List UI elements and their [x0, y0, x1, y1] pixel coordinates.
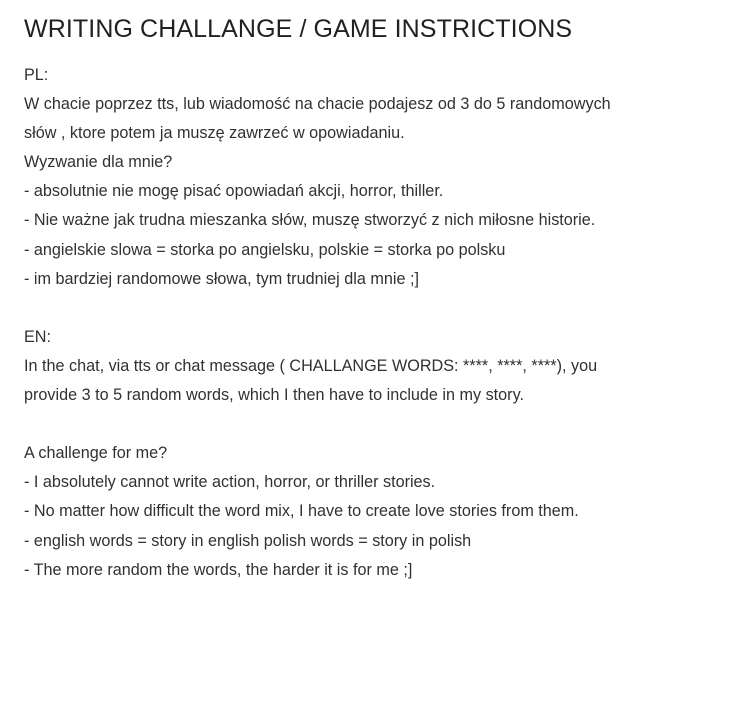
- en-intro-line: In the chat, via tts or chat message ( CHALLANGE WORDS: ****, ****, ****), you: [24, 356, 598, 375]
- pl-section: [24, 61, 749, 294]
- pl-line: W chacie poprzez tts, lub wiadomość na chacie podajesz od 3 do 5 randomowych: [24, 95, 611, 114]
- pl-line: Wyzwanie dla mnie?: [24, 153, 173, 172]
- en-section: [24, 323, 749, 585]
- page-title: WRITING CHALLANGE / GAME INSTRICTIONS: [24, 15, 573, 43]
- en-rule: - No matter how difficult the word mix, I have to create love stories from them.: [24, 502, 579, 521]
- pl-line: - im bardziej randomowe słowa, tym trudniej dla mnie ;]: [24, 269, 419, 288]
- en-rule: - english words = story in english polish words = story in polish: [24, 531, 472, 550]
- section-spacer: [24, 294, 749, 323]
- en-heading: EN:: [24, 327, 51, 346]
- pl-line: słów , ktore potem ja muszę zawrzeć w opowiadaniu.: [24, 124, 405, 143]
- pl-line: - absolutnie nie mogę pisać opowiadań akcji, horror, thiller.: [24, 182, 444, 201]
- en-rule: - I absolutely cannot write action, horror, or thriller stories.: [24, 473, 436, 492]
- paragraph-spacer: [24, 410, 749, 439]
- pl-line: - angielskie slowa = storka po angielsku, polskie = storka po polsku: [24, 240, 506, 259]
- en-challenge-heading: A challenge for me?: [24, 444, 168, 463]
- en-rule: - The more random the words, the harder it is for me ;]: [24, 560, 413, 579]
- en-intro-line: provide 3 to 5 random words, which I then have to include in my story.: [24, 386, 524, 405]
- pl-line: - Nie ważne jak trudna mieszanka słów, muszę stworzyć z nich miłosne historie.: [24, 211, 596, 230]
- pl-heading: PL:: [24, 66, 49, 84]
- document-body: [24, 61, 749, 585]
